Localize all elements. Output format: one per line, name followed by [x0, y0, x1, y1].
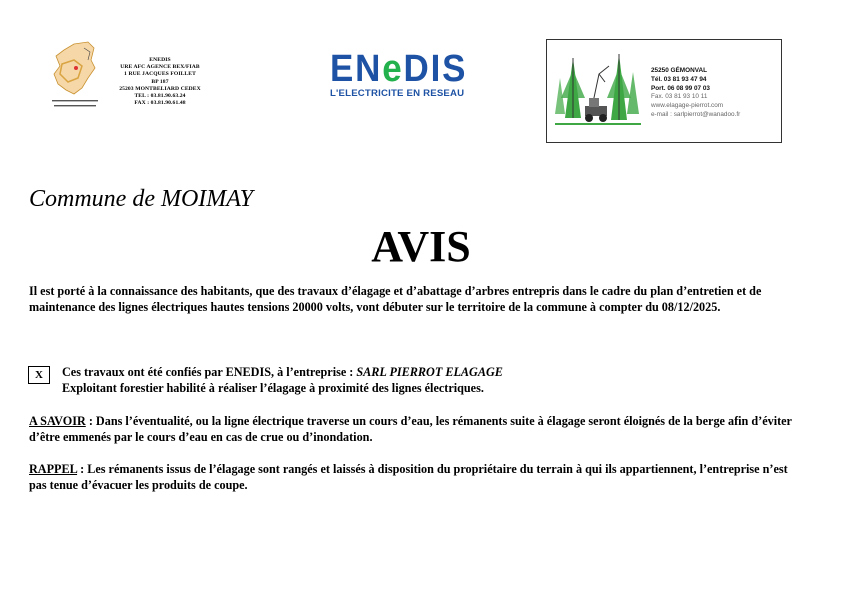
address-line: 25203 MONTBELIARD CEDEX [119, 85, 201, 92]
rappel-label: RAPPEL [29, 462, 78, 476]
enedis-logo [330, 48, 480, 99]
notice-title: AVIS [371, 222, 471, 271]
contractor-port: Port. 06 08 99 07 03 [651, 84, 710, 92]
contract-line-2: Exploitant forestier habilité à réaliser l’élagage à proximité des lignes électriques. [62, 381, 484, 396]
contractor-email[interactable]: e-mail : sarlpierrot@wanadoo.fr [651, 110, 741, 118]
rappel-paragraph [29, 461, 801, 494]
contractor-name: SARL PIERROT ELAGAGE [356, 365, 503, 379]
contractor-checkbox: X [28, 366, 50, 384]
savoir-paragraph [29, 413, 801, 446]
rappel-text: : Les rémanents issus de l’élagage sont rangés et laissés à disposition du propriétaire du terrain à qui ils appartiennent, l’entreprise n’est pas tenue d’évacuer les produits de coupe. [29, 462, 788, 493]
contract-paragraph [62, 364, 782, 397]
contract-line-1: Ces travaux ont été confiés par ENEDIS, à l’entreprise : SARL PIERROT ELAGAGE [62, 365, 503, 379]
contractor-city: 25250 GÉMONVAL [651, 67, 707, 74]
region-map-logo [48, 38, 102, 116]
enedis-wordmark: ENeDIS [330, 48, 468, 90]
address-line: 1 RUE JACQUES FOILLET [124, 71, 196, 78]
contractor-contact-info [651, 67, 740, 120]
savoir-text: : Dans l’éventualité, ou la ligne électrique traverse un cours d’eau, les rémanents suite à élagage seront éloignés de la berge afin d’éviter d’être emmenés par le cours d’eau en cas de crue ou d’inondation. [29, 414, 792, 445]
address-line: TEL : 03.81.90.63.24 [134, 93, 186, 100]
address-line: FAX : 03.81.90.61.48 [134, 100, 186, 107]
intro-paragraph: Il est porté à la connaissance des habitants, que des travaux d’élagage et d’abattage d’arbres entrepris dans le cadre du plan d’entretien et de maintenance des lignes électriques hautes tensions 20000 volts, vont débuter sur le territoire de la commune à compter du 08/12/2025. [29, 284, 762, 315]
contractor-tel: Tél. 03 81 93 47 94 [651, 75, 707, 83]
enedis-tagline: L'ELECTRICITE EN RESEAU [330, 88, 465, 99]
forestry-trees-illustration [555, 48, 641, 128]
enedis-wordmark-e: e [382, 48, 404, 90]
enedis-address-block [104, 57, 216, 107]
contractor-fax: Fax. 03 81 93 10 11 [651, 93, 708, 101]
contractor-card [546, 39, 782, 143]
savoir-label: A SAVOIR [29, 414, 86, 428]
commune-heading: Commune de MOIMAY [29, 186, 253, 212]
contractor-web[interactable]: www.elagage-pierrot.com [651, 102, 724, 110]
address-line: URE AFC AGENCE BEX/FIAB [120, 64, 200, 71]
address-line: BP 187 [151, 78, 169, 85]
address-line: ENEDIS [149, 57, 171, 63]
